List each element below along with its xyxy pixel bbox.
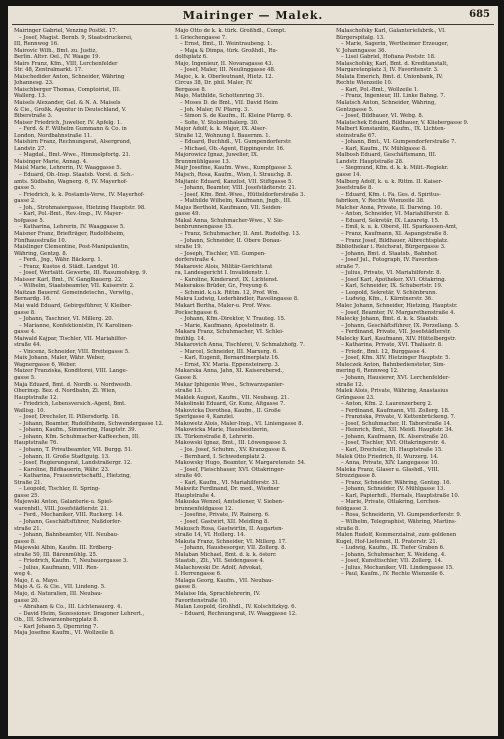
directory-entry: Malaban Michael, Bmt. d. k. k. österr. — [175, 551, 277, 558]
directory-entry: – Ferdinand, Kaufmann, VII. Zollerg. 18. — [341, 407, 450, 414]
directory-entry: – Johann, Schneider, IV. Mühlgasse 13. — [341, 486, 446, 493]
directory-entry: – Friedrich, Kaufm. 7, Neubauergasse 3. — [19, 558, 129, 565]
directory-entry: – Franz, Schneider, Währing, Gentzg. 16. — [341, 479, 452, 486]
directory-entry: Hauptstraße 76. — [14, 440, 59, 447]
directory-entry: – Marcel, Schneider, III. Marxerg. 6. — [180, 348, 278, 355]
directory-entry: Berlin. Altvr. Oel., IV. Waage 19. — [14, 54, 101, 61]
directory-entry: Mai wald Eduard, Gebirgsführer, V. Kleiber- — [14, 302, 132, 309]
directory-entry: – Karl Johann 5, Opernring 7. — [19, 623, 99, 630]
header-rule — [12, 24, 494, 25]
directory-entry: – Marianne, Konfektionistin, IV. Karolinen- — [19, 322, 134, 329]
directory-entry: – Josef, Beamter, IV. Margarethenstraße 4. — [341, 309, 456, 316]
directory-entry: – Karl, Papierhdl., Hernals, Hauptstraße 10. — [341, 492, 460, 499]
directory-entry: Majo, Mathilde, Schottenring 31. — [175, 93, 265, 100]
directory-entry: Majo Otto de k. k. türk. Großhdl., Compt. — [175, 28, 287, 34]
directory-entry: Rechte Wienzeile 10. — [336, 80, 393, 87]
directory-entry: Majr Josefine, Kaufm. Wwe., Kumpfgasse 3. — [175, 165, 293, 172]
directory-entry: London, Nordbahnstraße 11. — [14, 132, 92, 139]
directory-entry: gasse 49. — [175, 211, 201, 218]
directory-entry: – Eduard, Rechnungsrat, IV. Waaggasse 12. — [180, 610, 297, 617]
directory-entry: – Ludwig, Kaufm., IX. Tiefer Graben 6. — [341, 545, 445, 552]
directory-entry: – Anna, Private, XIV. Langegasse 10. — [341, 460, 440, 467]
directory-entry: Mairs Franz, Kfm., VIII, Lerchenfelder — [14, 60, 118, 67]
directory-entry: – Sofie, V. Stolzenthalerg. 30. — [180, 119, 259, 126]
directory-entry: – Karl, Pol.-Bmt., Wollzeile 1. — [341, 86, 419, 93]
directory-entry: – Johann, Schneider, II. Obere Donau- — [180, 237, 282, 244]
directory-entry: – Katharina, Lehrerin, IV. Waaggasse 5. — [19, 224, 125, 231]
directory-entry: dorferstraße 4. — [175, 257, 216, 264]
directory-entry: Bibliothekar i. Reichsrat, Bürgergasse 3. — [336, 244, 446, 251]
directory-entry: Makuska Wenzel, Amtsdiener, V. Sieben- — [175, 499, 284, 506]
directory-entry: – Friedrich, k. k. Postamts-Verw., IV. Mayerhof- — [19, 191, 145, 198]
directory-entry: Makra Ludwig, Lederhändler, Ravelingasse 8. — [175, 296, 299, 303]
directory-entry: Malata Emerich, Bmt. d. Unionbank, IV. — [336, 73, 443, 80]
directory-entry: – Ernst, Bmt., II. Weintraubeng. 1. — [180, 41, 273, 48]
directory-entry: amts. Südbahn, Wagnerg. 6, IV. Mayerhof- — [14, 178, 128, 185]
directory-entry: straße 12. — [336, 381, 364, 388]
directory-entry: – Karl, Drechsler, III. Hauptstraße 15. — [341, 447, 443, 453]
directory-entry: Circus 38, Dr. phil. Maler, IV. — [175, 80, 253, 87]
directory-entry: Wallerg. 13. — [14, 93, 47, 100]
directory-entry: – Anton, Schneider, VI. Mariahilferstr. 8. — [341, 211, 450, 218]
directory-entry: – Johann, T. Privatbeamter, VII. Burgg. 51. — [19, 447, 133, 453]
directory-entry: – Ferd. & F. Wilhelm Gummann & Co. in — [19, 126, 127, 133]
directory-entry: I. Herrengasse 6. — [175, 571, 222, 578]
directory-entry: – Jos. Josef, Schuhm., XV. Kranzgasse 8. — [180, 447, 287, 453]
directory-entry: – Josefine, Private, IV. Rainerg. 6. — [180, 512, 270, 519]
directory-entry: – Johann, Bmt. d. Staatsb., Bahnhof. — [341, 250, 438, 257]
directory-entry: brunnenfeldgasse 12. — [175, 505, 234, 512]
directory-entry: Grüngasse 23. — [336, 394, 375, 401]
directory-entry: Majewski Albin, Kaufm. III. Erdberg- — [14, 545, 114, 552]
directory-entry: – Johann, Hausbesorger, VII. Zollerg. 8. — [180, 545, 287, 552]
directory-entry: Maizer Franziska, Konditorei, VIII. Lange- — [14, 368, 128, 375]
directory-entry: Währing, Gentzg. 8. — [14, 250, 68, 257]
directory-entry: – Eduard, Kfm. i. Fa. Ges. d. Spiritus- — [341, 191, 441, 198]
directory-entry: – Johann, Beamter, VIII. Josefstädterstr. 21. — [180, 185, 297, 192]
directory-entry: Maklek August, Kaufm., VII. Neubaug. 21. — [175, 394, 290, 401]
directory-entry: – Julius, Mechaniker, VII. Lindengasse 15. — [341, 564, 454, 571]
directory-entry: – Karoline, Kinderarzt, IX. Lichtenst. — [180, 276, 279, 283]
directory-entry: – Rosa, Schneiderin, VI. Gumpendorferstr. 9. — [341, 512, 462, 519]
directory-entry: – Magdal., Bmt.-Wwe., Himmelpfortg. 21. — [19, 152, 131, 159]
directory-entry: Majo, Ingenieur, II. Novaragasse 43. — [175, 60, 274, 67]
directory-entry: – Eduard, Ob.-Insp. Staatsb. Vorst. d. Sch.- — [19, 172, 134, 179]
directory-entry: Maiwald Kajpar, Tischler, VII. Mariahilfer- — [14, 335, 128, 342]
directory-entry: – Johann, Kaufm., Simmering, Hauptstr. 39. — [19, 427, 137, 434]
directory-entry: Makusch Rosa, Gastwirtin, II. Augarten- — [175, 525, 284, 532]
directory-entry: Makart Bertha, Maler-u. Prof. Wwe. — [175, 302, 272, 309]
directory-entry: – Josef, Gastwirt, XII. Meidling 8. — [180, 519, 270, 526]
directory-entry: Brunnmühlgasse 13. — [175, 158, 231, 165]
directory-entry: – Schmid. k.u.k. Rittm. 12, Prof. Wm. — [180, 289, 280, 296]
directory-entry: gasse 2. — [14, 198, 36, 205]
directory-entry: Bernardg. 16. — [14, 296, 52, 303]
directory-entry: ra, Landesgericht I. Invalidenstr. 1. — [175, 270, 270, 277]
directory-entry: Majsch, Rosa, Kaufm., Wien, I. Strauchg. 8. — [175, 172, 293, 179]
directory-entry: Majoc, k. k. Oberleutnant, Hietz. 12. — [175, 73, 274, 80]
directory-entry: – Johann, Geschäftsführer, Nußdorfer- — [19, 519, 122, 526]
directory-entry: Malachowski Dr. Adolf, Advokat, — [175, 564, 263, 571]
directory-entry: fabriken, V. Rechte Wienzeile 38. — [336, 198, 425, 205]
directory-entry: Gentzgasse 5. — [336, 106, 374, 113]
directory-entry: benbrunnengasse 15. — [175, 224, 233, 231]
directory-entry: Majus Berthold, Kaufmann, VII. Seiden- — [175, 204, 283, 211]
directory-entry: V. Johanngasse 36. — [336, 47, 387, 54]
directory-entry: Malburg Adolf, k. u. k. Rittm. II. Kaiser- — [336, 178, 443, 185]
directory-entry: – Karl, Kaufm., VI. Mariahilferstr. 31. — [180, 479, 280, 486]
directory-entry: Bürgerspitalg. 13. — [336, 34, 385, 41]
directory-entry: Majo, f. a. Mayo. — [14, 577, 59, 584]
directory-entry: Maiser Friedrich, Juwelier, IV. Apfelg. 1. — [14, 119, 122, 126]
directory-entry: – Joseph, Tischler, VII. Gumpen- — [180, 250, 266, 257]
directory-entry: – Johann, Kfm.-Direktor, V. Trauteg. 15. — [180, 316, 286, 323]
directory-entry: Makara Franz, Schuhmacher, VI. Schlei- — [175, 329, 284, 336]
directory-entry: straße 40. — [175, 473, 203, 480]
directory-entry: steinstraße 67. — [336, 132, 377, 139]
directory-entry: – Simon S. de Kaufm., II. Kleine Pfarrg. 6. — [180, 113, 293, 120]
directory-entry: – Marie, Sagerin, Wertheimer Erzeuger, — [341, 41, 449, 48]
directory-entry: Maisl Marie, Lehrerin, IV. Waaggasse 5. — [14, 165, 122, 172]
directory-entry: – Siegmund, Kfm. d. k. k. Milit.-Regiekr. — [341, 165, 449, 172]
running-header-title: Mairinger — Malek. — [182, 9, 324, 22]
directory-entry: Maislinger Clementine, Post-Manipulantin, — [14, 244, 130, 251]
directory-entry: Pockschgasse 6. — [175, 309, 219, 316]
directory-entry: Major Adolf, k. k. Major, IX. Alser- — [175, 126, 267, 133]
directory-entry: Malaise Ida, Sprachlehrerin, IV. — [175, 591, 261, 598]
directory-entry: – Josef, Fleischhauer, XVI. Ottakringer- — [180, 466, 285, 473]
directory-entry: – Maja & Dimpa, türk. Großhdl., Ru- — [180, 47, 278, 54]
directory-entry: gasse 5. — [14, 374, 36, 381]
directory-entry: straße 14, VI. Hollerg. 14. — [175, 532, 246, 539]
directory-entry: Makerakos Brüder, Gr., Freyung 6. — [175, 283, 269, 290]
directory-entry: Str. 48, Zentralmarkt. 17. — [14, 67, 83, 74]
directory-entry: Maisser Karl, Bmt., IV. Ganglbauerg. 22. — [14, 276, 123, 283]
directory-entry: Landstr. Hauptstraße 28. — [336, 158, 404, 165]
directory-entry: Malatschek Eduard, Bildhauer, V. Kliebergasse 9. — [336, 119, 469, 126]
directory-entry: Strozzigasse 8. — [336, 473, 377, 480]
directory-entry: – Wilhelm, Telegraphist, Währing, Martins- — [341, 519, 457, 526]
directory-entry: Kugel, Hof-Lieferant, II. Praterstr. 21. — [336, 538, 438, 545]
directory-entry: – Johann, Bahnbeamter, VII. Neubau- — [19, 532, 119, 539]
directory-entry: Makowetz Alois, Maler-Insp., VI. Liniengasse 8. — [175, 420, 304, 427]
directory-entry: – Johann, Kaufmann, IX. Alserstraße 20. — [341, 433, 449, 440]
directory-entry: Malaschofsky Karl, Galanteriefabrik., VI. — [336, 28, 446, 34]
directory-entry: – Abraham & Co., III. Lichtenauerg. 4. — [19, 604, 123, 611]
directory-entry: – Ferdinand, Private, VII. Josefstädterstr. — [341, 329, 451, 336]
directory-entry: – Johann, Geschäftsführer, IX. Porzellang. 5. — [341, 322, 460, 329]
directory-entry: Hauptstraße 4. — [175, 492, 216, 499]
directory-entry: Makarovic Alois, Militär-Gerichtsrat — [175, 263, 273, 270]
directory-entry: straße 19. — [175, 244, 203, 251]
directory-entry: – Josef, Kfm. XIV. Hietzinger Hauptstr. 5. — [341, 355, 451, 362]
directory-entry: Favoritenstraße 10. — [175, 597, 228, 604]
directory-entry: – Lisel Gabriel, Hofiana Poststr. 18. — [341, 54, 436, 61]
directory-entry: – Ferd., Jng., Währ. Bäckerg. 1. — [19, 257, 103, 264]
directory-entry: – Franz, Ingenieur, III. Linke Bahng. 7. — [341, 93, 446, 100]
directory-entry: – Joh., Strohmaiergasse, Hietzing Hauptstr. 98. — [19, 204, 146, 211]
directory-entry: Wallisg. 10. — [14, 407, 46, 414]
directory-entry: – Leopold, Tischler, II. Spring- — [19, 486, 101, 493]
directory-entry: straße 21. — [14, 525, 42, 532]
directory-entry: – Karl, Schneider, IX. Schubertstr. 19. — [341, 283, 443, 290]
directory-entry: Malen Rudolf, Kommerzialrat, zum goldenen — [336, 532, 457, 539]
directory-entry: Maitzan Bauernf. Gemeindetechn., Verwltg., — [14, 289, 134, 296]
directory-entry: – Johann, Hausierer, XVI. Lerchenfelder- — [341, 374, 450, 381]
directory-entry: Gasse 8. — [175, 374, 198, 381]
directory-entry: Makwitz Ferdinand, Dr. med., Wiedner — [175, 486, 280, 493]
column-3 — [336, 28, 491, 732]
directory-entry: straße 44. — [14, 342, 42, 349]
directory-entry: – Mathilde Wilhelm, Kaufmann, Jngb., III. — [180, 198, 292, 205]
directory-entry: Majewski Anton, Galanterie-u. Spiel- — [14, 499, 113, 506]
directory-entry: – Josef, Bildhauer, VI. Webg. 8. — [341, 113, 424, 120]
directory-entry: – Katharina, Frauenwirtschaftl., Hietzing, — [19, 473, 132, 480]
directory-entry: gasse 4. — [14, 329, 36, 336]
directory-entry: Maleka Franz, Glaser u. Glashdl., VIII. — [336, 466, 440, 473]
directory-entry: Josefstraße 8. — [336, 185, 374, 192]
directory-entry: – Friedrich, Lebensversich.-Agent, Bmt. — [19, 401, 126, 408]
directory-entry: – Katharina, Private, XVI. Thaliastr. 8. — [341, 342, 443, 349]
directory-entry: – Johann, II. Große Stadtgutg. 13. — [19, 453, 110, 460]
column-1 — [14, 28, 169, 732]
directory-entry: Makowski Ignaz, Bmt., III. Löwengasse 3. — [175, 440, 288, 447]
directory-entry: Malatsch Anton, Schneider, Währing, — [336, 100, 437, 107]
directory-entry: gasse 25. — [14, 492, 40, 499]
directory-entry: – Karl, Pol.-Bmt., Rev.-Insp., IV. Mayer- — [19, 211, 123, 218]
directory-entry: – Karoline, Bildhauerin, Währ. 23. — [19, 466, 110, 473]
directory-entry: Malcher Anna, Private, II. Darwing. 10. — [336, 204, 443, 211]
directory-entry: Oberinsp. Bez. d. Nordbahn, Zl. Wien, — [14, 388, 117, 395]
directory-entry: Makarovich Anna, Tischlerei, V. Schmalzhofg. 7. — [175, 342, 305, 349]
directory-entry: – Josef Jul., Fotograph, IV. Favoriten- — [341, 257, 440, 264]
directory-entry: – Josef, Regierungsrat, Landstraßergr. 12. — [19, 460, 132, 467]
directory-entry: Malek Alois, Private, Währing, Anastasius — [336, 388, 449, 395]
directory-entry: Makuta Franz, Schneider, VI. Millerg. 17. — [175, 538, 287, 545]
directory-entry: – Wilhelm, Staatsbeamter, VII. Kaiserstr. 2. — [19, 283, 135, 290]
directory-entry: – Johann, Kfm. Schuhmacher-Kaffeechen, III. — [19, 433, 140, 440]
directory-entry: & Cie., Großk. Agentur in Deutschland, V. — [14, 106, 127, 113]
directory-entry: Maishirn Franz, Rechnungsrat, Alsergrund, — [14, 139, 132, 146]
directory-entry: Malek Otto Friedrich, II. Wurzerg. 14. — [336, 453, 439, 460]
directory-entry: Malan Leopold, Großhdl., IV. Kolschitzkyg. 6. — [175, 604, 297, 611]
directory-entry: Malecky Karl, Kaufmann, XIV. Hüttelbergstr. — [336, 335, 457, 342]
directory-entry: Bergasse 8. — [175, 86, 207, 93]
directory-entry: – Josef, Tischler, XVI. Ottakringerstr. 4. — [341, 440, 447, 447]
directory-entry: – Josef Karl, Apotheker, XVI. Ottakring. — [341, 276, 447, 283]
directory-entry: straße 7. — [336, 263, 360, 270]
directory-entry: Mairinger Gabriel, Venzing Postkt. 17. — [14, 28, 118, 34]
directory-entry: Maisinger Marie, Annag. 4. — [14, 158, 88, 165]
directory-entry: Makowsky Hugo, Beamter, V. Margaretenstr. 54. — [175, 460, 306, 467]
directory-entry: – Johann, Beamter, Rudolfsheim, Schwendergasse 12. — [19, 420, 164, 427]
directory-entry: fmühlg. 14. — [175, 335, 206, 342]
directory-entry: Wagnergasse 6, Weber. — [14, 361, 77, 368]
directory-entry: – Ludwig, Kfm., I. Kärntnerstr. 36. — [341, 296, 433, 303]
directory-entry: Biberstraße 3. — [14, 113, 53, 120]
directory-entry: Maischberger Thomas, Comptoirist, III. — [14, 86, 121, 93]
directory-entry: – Paul, Kaufm., IV. Rechte Wienzeile 6. — [341, 571, 445, 578]
directory-entry: dolfsplatz 6. — [175, 54, 208, 61]
directory-entry: – Josef, Kunsttischler, VII. Zollerg. 14. — [341, 558, 443, 565]
directory-entry: Sperlgasse 4, Kanzlei. — [175, 414, 235, 421]
directory-entry: gasse 8. — [175, 584, 197, 591]
directory-entry: – Eduard, Sekretär, IX. Lazaretg. 15. — [341, 217, 440, 224]
running-header — [8, 9, 498, 25]
directory-entry: Maischedider Anton, Schneider, Währing — [14, 73, 125, 80]
directory-entry: – Emil, k. u. k. Oberst, III. Sparkassen-Amt, — [341, 224, 458, 231]
directory-entry: – Franz, Kustos d. Städt. Landgut 10. — [19, 263, 120, 270]
directory-entry: – Franz, Schuhmacher, II. Amt. Rudolfsg. 13. — [180, 230, 301, 237]
directory-entry: – Julius, Private, VI. Mariahilferstr. 8. — [341, 270, 442, 277]
directory-entry: gasse 8. — [14, 538, 36, 545]
directory-entry: warenhdl., VIII. Josefstädterstr. 21. — [14, 505, 109, 512]
directory-entry: Majorowicz Ignaz, Juwelier, IX. — [175, 152, 259, 159]
directory-entry: – Ferd., Mechaniker, VIII. Ruckerg. 14. — [19, 512, 124, 519]
directory-entry: – Johann, Bmt., VI. Gumpendorferstraße 7. — [341, 139, 457, 146]
directory-entry: weg 4. — [14, 571, 32, 578]
directory-entry: – Josef, Maler, III. Neulinggasse 48. — [180, 67, 276, 74]
directory-entry: – Karl, Kaufm., IV. Mühlgasse 8. — [341, 145, 427, 152]
directory-entry: – Franziska, Private, V. Kettenbrückeng. 7. — [341, 414, 456, 421]
directory-entry: – Josef, Magist. Bernb. 9, Staatsdruckerei, — [19, 34, 133, 41]
directory-entry: – Karl, Eugenit, Bernardinerplatz 16. — [180, 355, 280, 362]
directory-entry: Mairovic Wilh., Bmt. zu. Justiz, — [14, 47, 98, 54]
directory-entry: Maja Josefine Kaufm., VI. Wollzeile 8. — [14, 630, 115, 637]
directory-entry: Malaschofsky, Karl, Bmt. d. Kreditanstalt, — [336, 60, 449, 67]
directory-entry: gasse 20. — [14, 597, 40, 604]
directory-entry: – Bernhard, I. Schwedenplatz 2. — [180, 453, 267, 460]
directory-entry: Maja Eduard, Bmt. d. Nordb. u. Nordwestb. — [14, 381, 132, 388]
directory-entry: Makal Anna, Schuhmacher-Wwe., V. Sie- — [175, 217, 284, 224]
directory-entry: Malaga Georg, Kaufm., VII. Neubau- — [175, 577, 274, 584]
directory-entry: Maisner Franz, Briefträger, Rudolfsheim, — [14, 230, 125, 237]
directory-entry: Majo A. G. & Cie., VII. Lindeng. 5. — [14, 584, 106, 591]
directory-entry: Fünfhausstraße 10. — [14, 237, 67, 244]
directory-entry: – Moses D. de Bmt., VII. David Heim — [180, 100, 278, 107]
directory-entry: Maisels Alexander, Gel. & N. A. Maisels — [14, 100, 121, 107]
directory-entry: – Marie, Kaufmann, Apostelinstr. 8. — [180, 322, 275, 329]
directory-entry: – Vincenz, Schneider, VIII. Breitegasse 5. — [19, 348, 130, 355]
directory-entry: – Johann, Taschner, VI. Millerg. 20. — [19, 316, 114, 323]
directory-entry: Malbosh Eduard, Geschäftsmann, III. — [336, 152, 437, 159]
directory-entry: straße 8. — [336, 525, 360, 532]
directory-entry: – Friedr., Bmt. 12, Burggasse 4. — [341, 348, 427, 355]
directory-entry: III, Rennweg 16. — [14, 41, 59, 48]
directory-entry: – Heinrich, Bmt., XII. Meidl. Hauptstr. 34. — [341, 427, 454, 434]
directory-entry: – Eduard, Buchhdl., VI. Gumpendorferstr. — [180, 139, 292, 146]
directory-entry: gasse 8. — [14, 309, 36, 316]
directory-entry: – Josef, Kfm. Bmt.-Wwe., Hütteldorferstraße 3. — [180, 191, 306, 198]
directory-entry: Maleczek Anton, Bahnbediensteter, Sim- — [336, 361, 446, 368]
directory-entry: – Franz, Kaufmann, XI. Aspangstraße 8. — [341, 230, 449, 237]
directory-entry: Johannesg. 23. — [14, 80, 54, 87]
directory-entry: Hauptstraße 12. — [14, 394, 59, 401]
directory-entry: Maix Johann, Maler, Währ. Weber, — [14, 355, 105, 362]
directory-entry: – Josef, Drechsler, II. Pillersdorfg. 18. — [19, 414, 120, 421]
directory-entry: feldgasse 3. — [336, 505, 369, 512]
directory-entry: Makovicka Dorothea, Kaufm., II. Große — [175, 407, 281, 414]
directory-entry: Straße 12, Wohnung I. Bauernm. 1. — [175, 132, 271, 139]
directory-entry: Ob., III. Schwarzenbergplatz 8. — [14, 617, 99, 624]
directory-entry: Malec Johann, Schneider, Hietzing, Hauptstr. — [336, 302, 458, 309]
directory-entry: – Leopold, Sekretär, V. Schönbrunn. — [341, 289, 438, 296]
directory-entry: hofgasse 5. — [14, 217, 45, 224]
directory-entry: straße 13. — [175, 388, 203, 395]
directory-entry: – Joh. Maler, IV. Pfarrg. 3. — [180, 106, 250, 113]
directory-entry: Makarska Anna, Jahn, XI. Kaiserebersd., — [175, 368, 284, 375]
directory-entry: Majtanic Eduard, Kanzlist, VII. Stiftgasse 5. — [175, 178, 294, 185]
directory-entry: Makowicka Marie, Hausbesitzerin, — [175, 427, 269, 434]
directory-entry: Makar Iphigenie Wwe., Schwarzspanier- — [175, 381, 285, 388]
directory-entry: I. Griechengasse 7. — [175, 34, 227, 41]
directory-entry: Staatsb., Zlt., VII. Seidengasse 4. — [175, 558, 265, 565]
directory-entry: gasse 5. — [14, 185, 36, 192]
directory-entry: Margaretenplatz 3, IV. Favoritenstr. 3. — [336, 67, 439, 74]
directory-entry: Makolinski Eduard, Gr. Kunz, Altgasse 7. — [175, 401, 286, 408]
directory-entry: – Franz Josef, Bildhauer, Albrechtsplatz. — [341, 237, 449, 244]
directory-entry: – Josef, Wertsätt. Gewerbe, III. Rasumofskyg. 9. — [19, 270, 148, 277]
directory-entry: gasse 14. — [336, 172, 362, 179]
directory-entry: – Marie, Private, Ottakring, Lerchen- — [341, 499, 441, 506]
directory-page — [8, 6, 498, 736]
directory-entry: – Anton, Kfm. 2. Laurenzerberg 2. — [341, 401, 433, 408]
directory-entry: – Josef, Schuhmacher, II. Taborstraße 14. — [341, 420, 452, 427]
directory-entry: straße 50, III. Bärenmühlg. 25. — [14, 551, 98, 558]
directory-entry: Landstr. 27. — [14, 145, 47, 152]
directory-entry: IX. Türkenstraße 8, Lehrerin. — [175, 433, 255, 440]
directory-entry: – Michael, Ob.-Agent, Eippingerstr. 16. — [180, 145, 285, 152]
directory-entry: – Julius, Kaufmann, VIII. Ren- — [19, 564, 99, 571]
directory-entry: Malbert Konstantin, Kaufm., IX. Lichten- — [336, 126, 446, 133]
page-number: 685 — [469, 9, 490, 20]
directory-entry: Straße 21. — [14, 479, 43, 486]
directory-entry: Majo, d. Naturalien, III. Neubau- — [14, 591, 103, 598]
column-2 — [175, 28, 330, 732]
directory-entry: – David Heim, Sezessionsv. Dragoner Lehrert., — [19, 610, 145, 617]
directory-entry: mering 6, Rennweg 12. — [336, 368, 399, 375]
directory-entry: Malecky Johann, Bmt. d. k. k. Staatsb. — [336, 316, 439, 323]
directory-entry: – Ernst, XV. Maria. Eppensteinerg. 3. — [180, 361, 280, 368]
directory-entry: – Johann, Schuhmacher, X. Weideng. 4. — [341, 551, 446, 558]
